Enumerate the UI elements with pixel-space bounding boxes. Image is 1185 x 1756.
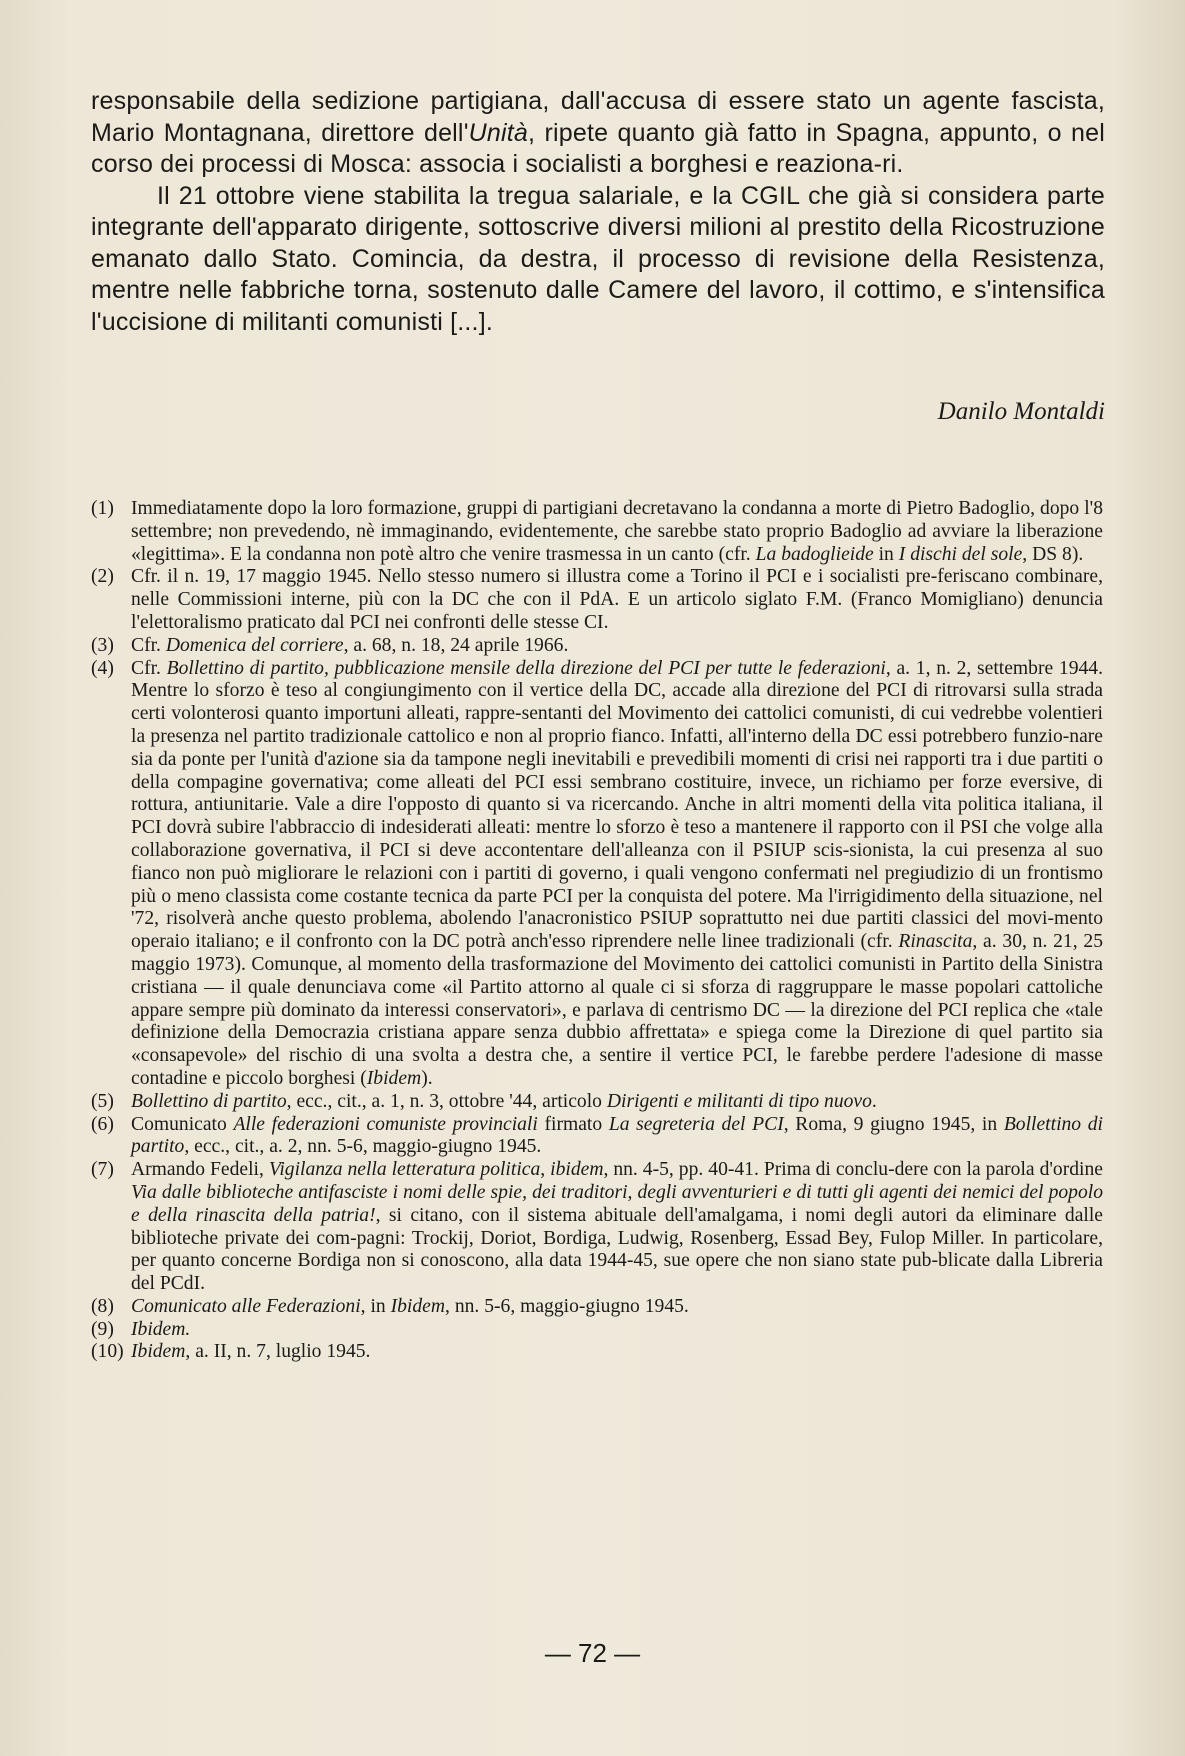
footnote-text: ). <box>421 1067 433 1089</box>
footnote-italic: Rinascita <box>898 931 973 953</box>
footnote-text: , ecc., cit., a. 1, n. 3, ottobre '44, articolo <box>286 1090 607 1112</box>
footnote-text: , <box>540 1159 551 1181</box>
footnote-italic: Bollettino di partito <box>131 1113 1104 1158</box>
footnote-italic: Alle federazioni comuniste provinciali <box>233 1113 538 1135</box>
footnote-text: Cfr. il n. 19, 17 maggio 1945. Nello stesso numero si illustra come a Torino il PCI e i socialisti pre-feriscano combinare, nelle Commissioni interne, più con la DC che con il PdA. E un articolo siglato F.M. (Franco Momigliano) denuncia l'elettoralismo praticato dal PCI nei confronti delle stesse CI. <box>131 566 1103 633</box>
footnote-text: Armando Fedeli, <box>131 1159 269 1181</box>
footnote-italic: Ibidem. <box>131 1318 191 1340</box>
footnote <box>91 1114 1103 1160</box>
footnote-text: . <box>871 1090 877 1112</box>
footnote-text: , ecc., cit., a. 2, nn. 5-6, maggio-giugno 1945. <box>184 1136 542 1158</box>
footnote-text: , Roma, 9 giugno 1945, in <box>783 1113 1004 1135</box>
footnote <box>91 1296 1103 1319</box>
author-signature: Danilo Montaldi <box>937 398 1105 425</box>
paragraph-1: responsabile della sedizione partigiana, dall'accusa di essere stato un agente fascista, Mario Montagnana, direttore dell'Unità, ripete quanto già fatto in Spagna, appunto, o nel corso dei processi di Mosca: associa i socialisti a borghesi e reaziona-ri. <box>91 87 1105 178</box>
footnote-italic: La badoglieide <box>755 543 874 565</box>
footnote-italic: Comunicato alle Federazioni <box>131 1295 361 1317</box>
footnote-italic: Bollettino di partito, pubblicazione mensile della direzione del PCI per tutte le federazioni <box>166 657 886 679</box>
footnote-number: (4) <box>91 657 114 679</box>
footnote-number: (8) <box>91 1295 114 1317</box>
footnote-text: Comunicato <box>131 1113 234 1135</box>
footnote-number: (10) <box>91 1341 124 1363</box>
page-number: — 72 — <box>544 1638 641 1668</box>
footnote-text: , a. II, n. 7, luglio 1945. <box>185 1341 371 1363</box>
footnote-text: , a. 1, n. 2, settembre 1944. Mentre lo sforzo è teso al congiungimento con il vertice della DC, accade alla direzione del PCI di ritrovarsi sulla strada certi volonterosi quanto importuni alleati, rappre-sentanti del Movimento dei cattolici comunisti, di cui vedrebbe volentieri la presenza nel partito tradizionale cattolico e non al proprio fianco. Infatti, all'interno della DC essi potrebbero funzio-nare sia da ponte per l'unità d'azione sia da tampone negli inevitabili e prevedibili momenti di crisi nei rapporti tra i due partiti o della compagine governativa; come alleati del PCI essi sembrano costituire, invece, un richiamo per forze eversive, di rottura, antiunitarie. Vale a dire l'opposto di quanto si va ricercando. Anche in altri momenti della vita politica italiana, il PCI dovrà subire l'abbraccio di indesiderati alleati: mentre lo sforzo è teso a mantenere il rapporto con il PSI che volge alla collaborazione governativa, il PCI si deve accontentare dell'alleanza con il PSIUP scis-sionista, la cui presenza al suo fianco non può migliorare le relazioni con i partiti di governo, i quali vengono confermati nel pregiudizio di un frontismo più o meno classista come costante tecnica da parte PCI per la conquista del potere. Ma l'irrigidimento della situazione, nel '72, risolverà anche questo problema, abolendo l'anacronistico PSIUP soprattutto nei due partiti classici del movi-mento operaio italiano; e il confronto con la DC potrà anch'esso riprendere nelle linee tradizionali (cfr. <box>131 657 1103 953</box>
main-text <box>91 86 1105 338</box>
footnote-text: Cfr. <box>131 657 167 679</box>
footnote-text: , a. 68, n. 18, 24 aprile 1966. <box>343 634 569 656</box>
footnote-text: , nn. 5-6, maggio-giugno 1945. <box>445 1295 689 1317</box>
paragraph-2: Il 21 ottobre viene stabilita la tregua salariale, e la CGIL che già si considera parte integrante dell'apparato dirigente, sottoscrive diversi milioni al prestito della Ricostruzione emanato dallo Stato. Comincia, da destra, il processo di revisione della Resistenza, mentre nelle fabbriche torna, sostenuto dalle Camere del lavoro, il cottimo, e s'intensifica l'uccisione di militanti comunisti [...]. <box>91 181 1105 336</box>
footnotes <box>91 498 1103 1364</box>
footnote-italic: ibidem <box>550 1159 604 1181</box>
footnote-text: Immediatamente dopo la loro formazione, gruppi di partigiani decretavano la condanna a morte di Pietro Badoglio, dopo l'8 settembre; non prevedendo, nè immaginando, evidentemente, che sarebbe stato proprio Badoglio ad avviare la liberazione «legittima». E la condanna non potè altro che venire trasmessa in un canto (cfr. <box>131 498 1103 565</box>
footnote-text: firmato <box>537 1113 609 1135</box>
footnote-italic: Dirigenti e militanti di tipo nuovo <box>606 1090 872 1112</box>
footnote <box>91 498 1103 566</box>
footnote <box>91 635 1103 658</box>
footnote-italic: Ibidem <box>390 1295 446 1317</box>
footnote <box>91 1091 1103 1114</box>
footnote-italic: I dischi del sole <box>898 543 1023 565</box>
footnote <box>91 1341 1103 1364</box>
footnote-number: (7) <box>91 1159 114 1181</box>
footnote-text: , in <box>360 1295 391 1317</box>
footnote-text: in <box>873 543 899 565</box>
footnote <box>91 566 1103 634</box>
footnote-number: (6) <box>91 1113 114 1135</box>
footnote <box>91 658 1103 1091</box>
newspaper-title: Unità <box>468 118 529 147</box>
footnote-number: (9) <box>91 1318 114 1340</box>
footnote-number: (5) <box>91 1090 114 1112</box>
footnote-text: , a. 30, n. 21, 25 maggio 1973). Comunque, al momento della trasformazione del Movimento dei cattolici comunisti in Partito della Sinistra cristiana — il quale denunciava come «il Partito attorno al quale ci si sforza di raggruppare le masse popolari cattoliche appare sempre più dominato da interessi conservatori», e parlava di centrismo DC — la direzione del PCI replica che «tale definizione della Democrazia cristiana appare senza dubbio affrettata» e spiega come la Direzione di quel partito sia «consapevole» del rischio di una svolta a destra che, a sentire il vertice PCI, le farebbe perdere l'adesione di masse contadine e piccolo borghesi ( <box>131 931 1103 1089</box>
footnote-number: (2) <box>91 566 114 588</box>
footnote-number: (1) <box>91 498 114 519</box>
footnote-italic: Ibidem <box>131 1341 186 1363</box>
footnote-italic: La segreteria del PCI <box>608 1113 784 1135</box>
footnote-text: , si citano, con il sistema abituale dell'amalgama, i nomi degli autori da eliminare dalle biblioteche private dei com-pagni: Trockij, Doriot, Bordiga, Ludwig, Rosenberg, Essad Bey, Fulop Miller. In particolare, per quanto concerne Bordiga non si conoscono, alla data 1944-45, sue opere che non siano state pub-blicate dalla Libreria del PCdI. <box>131 1204 1103 1295</box>
footnote-italic: Domenica del corriere <box>165 634 344 656</box>
footnote-italic: Bollettino di partito <box>131 1090 287 1112</box>
footnote-number: (3) <box>91 634 114 656</box>
footnote-italic: Vigilanza nella letteratura politica <box>268 1159 541 1181</box>
footnote-italic: Via dalle biblioteche antifasciste i nomi delle spie, dei traditori, degli avventurieri e di tutti gli agenti dei nemici del popolo e della rinascita della patria! <box>131 1181 1103 1226</box>
footnote-text: Cfr. <box>131 634 166 656</box>
footnote-text: , nn. 4-5, pp. 40-41. Prima di conclu-dere con la parola d'ordine <box>603 1159 1103 1181</box>
footnote-text: , DS 8). <box>1022 543 1084 565</box>
footnote-italic: Ibidem <box>366 1067 422 1089</box>
footnote <box>91 1159 1103 1296</box>
footnote <box>91 1319 1103 1342</box>
